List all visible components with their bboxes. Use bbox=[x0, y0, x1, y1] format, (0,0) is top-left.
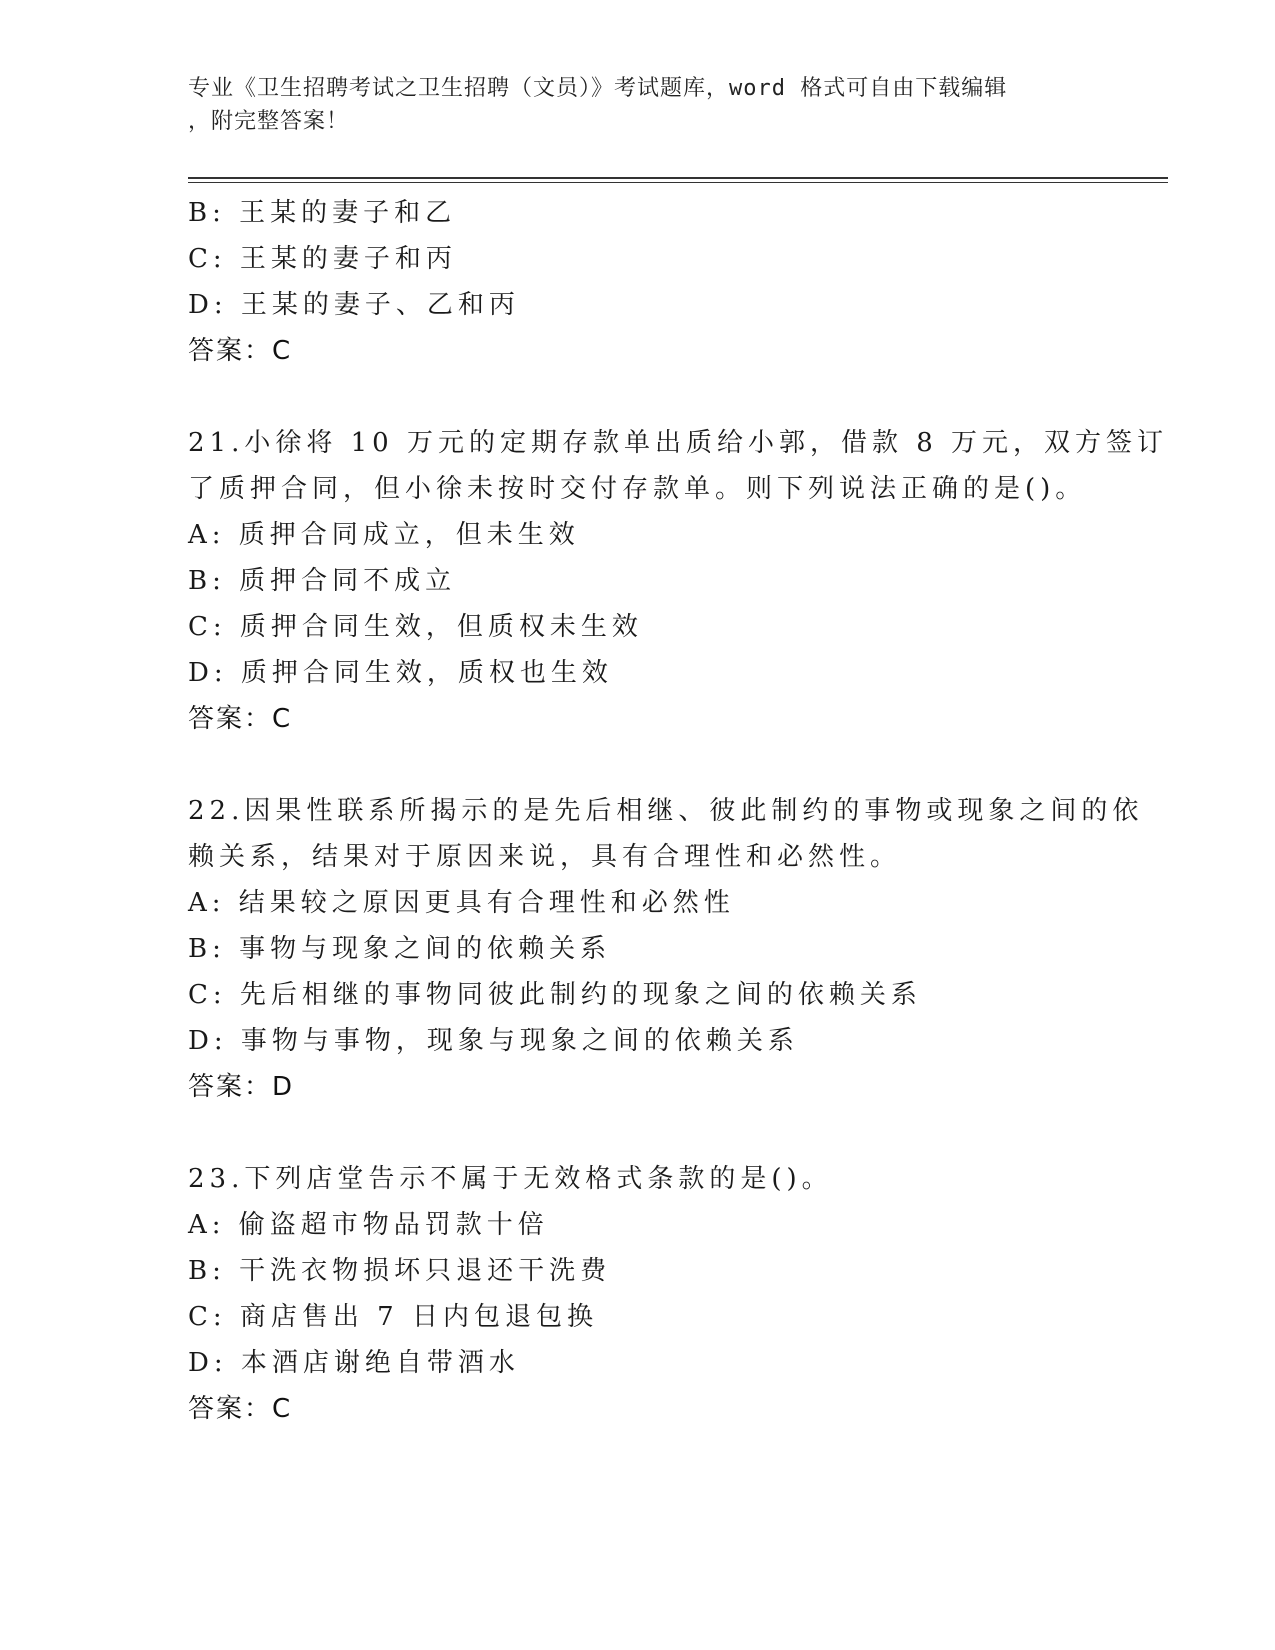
option-b: B: 事物与现象之间的依赖关系 bbox=[188, 934, 612, 964]
option-d: D: 质押合同生效，质权也生效 bbox=[188, 658, 613, 688]
header-line-2: ，附完整答案！ bbox=[188, 109, 350, 134]
question-stem: 21.小徐将 10 万元的定期存款单出质给小郭，借款 8 万元，双方签订 bbox=[188, 428, 1169, 458]
option-c: C: 王某的妻子和丙 bbox=[188, 244, 457, 274]
header-line-1: 专业《卫生招聘考试之卫生招聘（文员）》考试题库，word 格式可自由下载编辑 bbox=[188, 76, 1008, 101]
header-rule-thick bbox=[188, 177, 1168, 179]
option-c: C: 质押合同生效，但质权未生效 bbox=[188, 612, 643, 642]
option-c: C: 商店售出 7 日内包退包换 bbox=[188, 1302, 598, 1332]
question-block-21 bbox=[188, 420, 1169, 742]
question-block-23 bbox=[188, 1156, 1088, 1432]
question-block-22 bbox=[188, 788, 1144, 1110]
option-a: A: 结果较之原因更具有合理性和必然性 bbox=[188, 888, 735, 918]
answer-line: 答案：C bbox=[188, 336, 293, 366]
option-a: A: 质押合同成立，但未生效 bbox=[188, 520, 580, 550]
header-rule-thin bbox=[188, 182, 1168, 183]
document-body bbox=[188, 190, 1169, 1432]
question-stem: 赖关系，结果对于原因来说，具有合理性和必然性。 bbox=[188, 842, 902, 872]
question-block-20 bbox=[188, 190, 1088, 374]
question-stem: 22.因果性联系所揭示的是先后相继、彼此制约的事物或现象之间的依 bbox=[188, 796, 1144, 826]
option-c: C: 先后相继的事物同彼此制约的现象之间的依赖关系 bbox=[188, 980, 922, 1010]
answer-line: 答案：C bbox=[188, 1394, 293, 1424]
option-d: D: 本酒店谢绝自带酒水 bbox=[188, 1348, 520, 1378]
answer-line: 答案：C bbox=[188, 704, 293, 734]
question-stem: 了质押合同，但小徐未按时交付存款单。则下列说法正确的是()。 bbox=[188, 474, 1087, 504]
document-header bbox=[188, 72, 1088, 138]
answer-line: 答案：D bbox=[188, 1072, 295, 1102]
option-b: B: 王某的妻子和乙 bbox=[188, 198, 457, 228]
option-b: B: 质押合同不成立 bbox=[188, 566, 457, 596]
option-a: A: 偷盗超市物品罚款十倍 bbox=[188, 1210, 549, 1240]
question-stem: 23.下列店堂告示不属于无效格式条款的是()。 bbox=[188, 1164, 833, 1194]
option-d: D: 事物与事物，现象与现象之间的依赖关系 bbox=[188, 1026, 799, 1056]
option-d: D: 王某的妻子、乙和丙 bbox=[188, 290, 520, 320]
option-b: B: 干洗衣物损坏只退还干洗费 bbox=[188, 1256, 612, 1286]
